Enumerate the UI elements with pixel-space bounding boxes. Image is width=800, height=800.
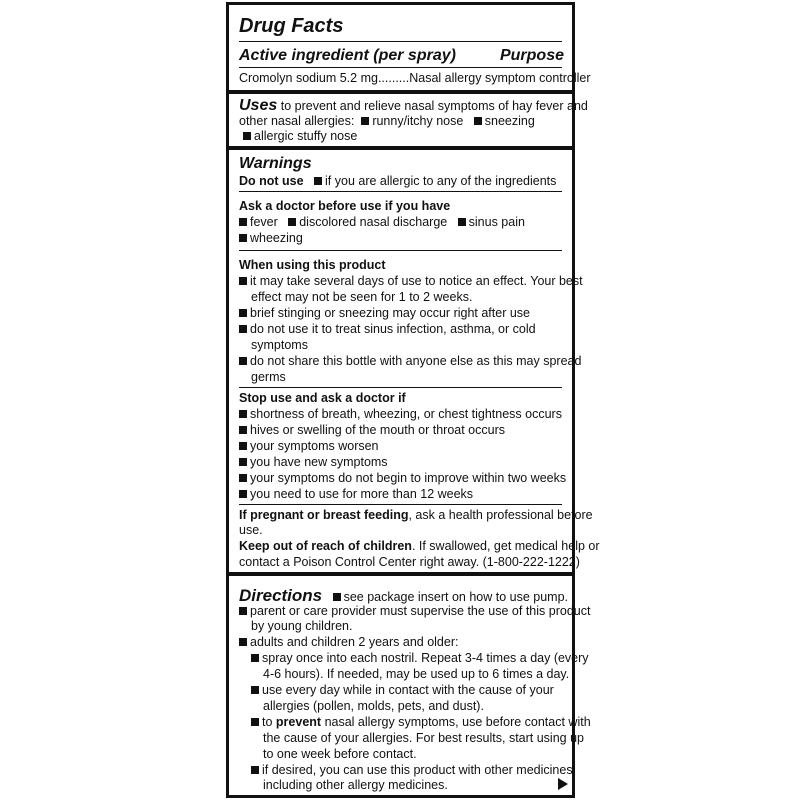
directions-heading: Directions (239, 586, 323, 605)
bullet-square-icon (239, 474, 247, 482)
bullet-square-icon (239, 234, 247, 242)
stop-use-item: your symptoms worsen (239, 439, 379, 454)
pregnant-line-1: If pregnant or breast feeding, ask a health professional before (239, 508, 593, 522)
ingredient-purpose: Nasal allergy symptom controller (409, 71, 591, 85)
stop-use-heading: Stop use and ask a doctor if (239, 391, 406, 405)
bullet-square-icon (251, 766, 259, 774)
warnings-heading: Warnings (239, 155, 312, 172)
drug-facts-panel (226, 2, 600, 798)
keep-out-line-2: contact a Poison Control Center right away. (1-800-222-1222) (239, 555, 580, 569)
ingredient-dots: ......... (377, 71, 410, 85)
ask-doctor-line-1: fever discolored nasal discharge sinus pain (239, 215, 525, 230)
directions-item: adults and children 2 years and older: (239, 635, 458, 650)
bullet-square-icon (251, 686, 259, 694)
bullet-square-icon (239, 458, 247, 466)
when-using-item-cont: symptoms (251, 338, 308, 352)
active-ingredient-heading: Active ingredient (per spray) (239, 47, 456, 64)
bullet-square-icon (251, 718, 259, 726)
directions-item-cont: by young children. (251, 619, 353, 633)
stop-use-item: you need to use for more than 12 weeks (239, 487, 473, 502)
bullet-square-icon (243, 132, 251, 140)
ingredient-name: Cromolyn sodium 5.2 mg (239, 71, 378, 85)
when-using-item: do not share this bottle with anyone else as this may spread (239, 354, 581, 369)
bullet-square-icon (333, 593, 341, 601)
bullet-square-icon (239, 410, 247, 418)
stop-use-item: you have new symptoms (239, 455, 388, 470)
active-ingredient-line (239, 71, 591, 86)
directions-subitem-cont: including other allergy medicines. (263, 778, 448, 792)
bullet-square-icon (239, 309, 247, 317)
drug-facts-title: Drug Facts (239, 15, 344, 37)
directions-subitem: use every day while in contact with the cause of your (251, 683, 554, 698)
directions-line-1: Directions see package insert on how to use pump. (239, 586, 569, 605)
keep-out-line-1: Keep out of reach of children. If swallowed, get medical help or (239, 539, 600, 553)
pregnant-line-2: use. (239, 523, 263, 537)
ask-doctor-heading: Ask a doctor before use if you have (239, 199, 451, 213)
bullet-square-icon (239, 442, 247, 450)
when-using-heading: When using this product (239, 258, 386, 272)
when-using-item-cont: germs (251, 370, 286, 384)
uses-heading: Uses (239, 97, 278, 114)
bullet-square-icon (239, 218, 247, 226)
section-divider (229, 572, 572, 576)
bullet-square-icon (239, 357, 247, 365)
bullet-square-icon (314, 177, 322, 185)
continue-arrow-icon (558, 778, 568, 790)
warnings-rule (239, 387, 562, 388)
directions-subitem: to prevent nasal allergy symptoms, use before contact with (251, 715, 591, 730)
section-divider (229, 146, 572, 150)
directions-subitem-cont: allergies (pollen, molds, pets, and dust). (263, 699, 484, 713)
section-divider (229, 90, 572, 94)
bullet-square-icon (239, 325, 247, 333)
when-using-item: do not use it to treat sinus infection, asthma, or cold (239, 322, 536, 337)
bullet-square-icon (288, 218, 296, 226)
do-not-use-line: Do not use if you are allergic to any of the ingredients (239, 174, 557, 188)
bullet-square-icon (458, 218, 466, 226)
bullet-square-icon (474, 117, 482, 125)
warnings-rule (239, 250, 562, 251)
stop-use-item: your symptoms do not begin to improve within two weeks (239, 471, 566, 486)
active-rule (239, 67, 562, 68)
purpose-heading: Purpose (499, 47, 564, 64)
directions-subitem-cont: the cause of your allergies. For best results, start using up (263, 731, 584, 745)
bullet-square-icon (251, 654, 259, 662)
directions-item: parent or care provider must supervise the use of this product (239, 604, 590, 619)
uses-line-2: other nasal allergies: runny/itchy nose sneezing (239, 114, 535, 128)
ask-doctor-line-2: wheezing (239, 231, 303, 246)
bullet-square-icon (239, 426, 247, 434)
when-using-item-cont: effect may not be seen for 1 to 2 weeks. (251, 290, 473, 304)
bullet-square-icon (361, 117, 369, 125)
title-rule (239, 41, 562, 42)
directions-subitem: spray once into each nostril. Repeat 3-4 times a day (every (251, 651, 589, 666)
uses-line-1: Uses to prevent and relieve nasal symptoms of hay fever and (239, 97, 588, 114)
bullet-square-icon (239, 277, 247, 285)
bullet-square-icon (239, 638, 247, 646)
warnings-rule (239, 504, 562, 505)
when-using-item: it may take several days of use to notice an effect. Your best (239, 274, 583, 289)
bullet-square-icon (239, 490, 247, 498)
stop-use-item: hives or swelling of the mouth or throat occurs (239, 423, 505, 438)
stop-use-item: shortness of breath, wheezing, or chest tightness occurs (239, 407, 562, 422)
when-using-item: brief stinging or sneezing may occur right after use (239, 306, 530, 321)
bullet-square-icon (239, 607, 247, 615)
uses-line-3: allergic stuffy nose (243, 129, 357, 144)
warnings-rule (239, 191, 562, 192)
directions-subitem-cont: to one week before contact. (263, 747, 417, 761)
directions-subitem: if desired, you can use this product with other medicines, (251, 763, 576, 778)
directions-subitem-cont: 4-6 hours). If needed, may be used up to 6 times a day. (263, 667, 570, 681)
